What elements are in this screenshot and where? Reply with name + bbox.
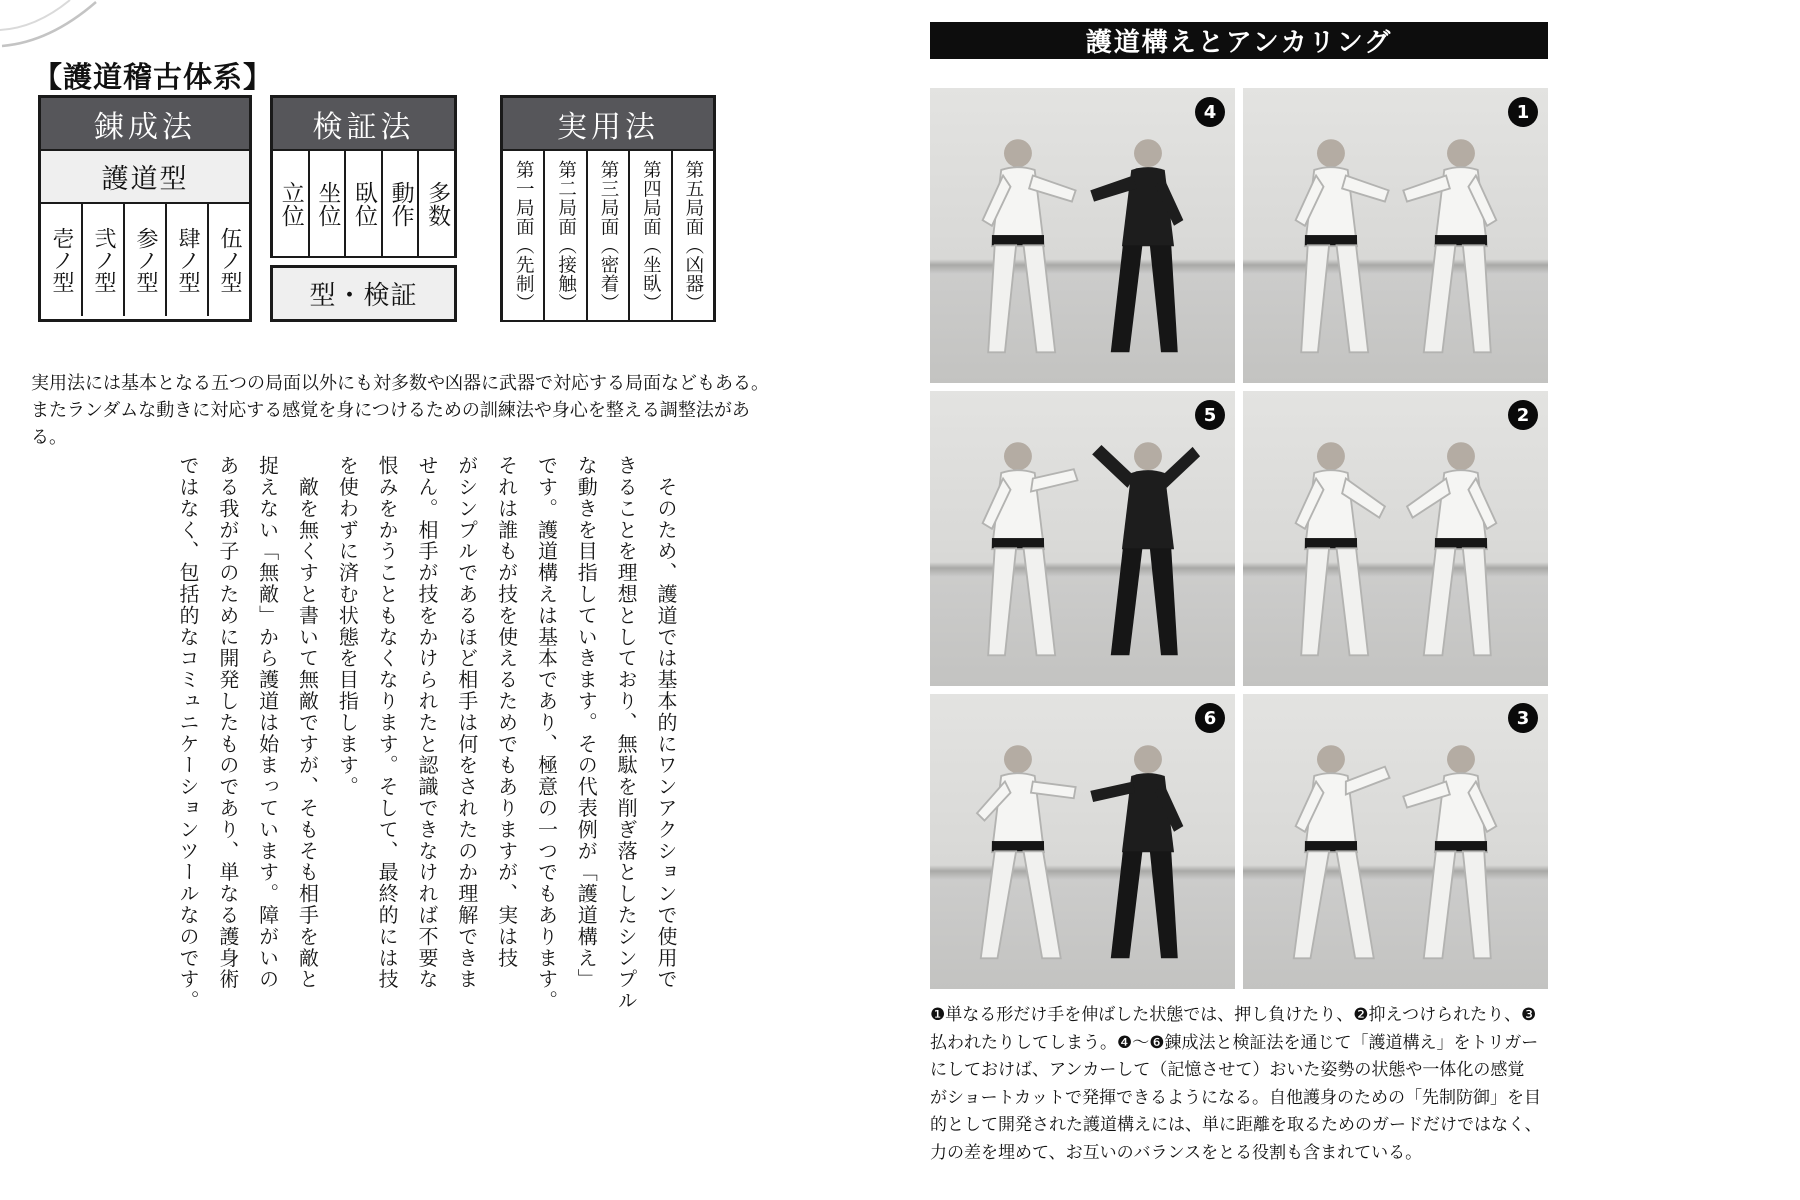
photo-grid bbox=[930, 88, 1548, 989]
jitsuyo-cell bbox=[630, 151, 672, 320]
photo-step-2 bbox=[1243, 391, 1548, 686]
standing-label: 立位 bbox=[277, 180, 304, 227]
photo-caption-line: にしておけば、アンカーして（記憶させて）おいた姿勢の状態や一体化の感覚 bbox=[930, 1060, 1525, 1080]
body-text-column: ではなく、包括的なコミュニケーションツールなのです。 bbox=[176, 455, 200, 1012]
photo-caption-line: 力の差を埋めて、お互いのバランスをとる役割も含まれている。 bbox=[930, 1142, 1423, 1163]
body-text-column: 捉えない「無敵」から護道は始まっています。障がいの bbox=[255, 455, 280, 990]
photo-number-badge: 6 bbox=[1195, 703, 1225, 733]
white-gi-figure bbox=[1394, 129, 1515, 371]
diagram-note bbox=[31, 370, 776, 451]
section-banner bbox=[930, 22, 1548, 59]
photo-number-badge: 2 bbox=[1508, 400, 1538, 430]
phase-3-label: 第三局面（密着） bbox=[598, 159, 620, 312]
diagram-note-line: 実用法には基本となる五つの局面以外にも対多数や凶器に武器で対応する局面などもある。 bbox=[31, 373, 769, 394]
jitsuyo-header: 実用法 bbox=[503, 98, 713, 151]
kata-5-label: 伍ノ型 bbox=[217, 227, 242, 293]
body-text-column: それは誰もが技を使えるためでもありますが、実は技 bbox=[494, 455, 519, 969]
photo-step-6 bbox=[930, 694, 1235, 989]
photo-number-badge: 5 bbox=[1195, 400, 1225, 430]
body-text-column: きることを理想としており、無駄を削ぎ落としたシンプル bbox=[614, 455, 639, 1012]
rensei-cell bbox=[209, 204, 249, 316]
kensho-footer-box bbox=[270, 265, 457, 322]
kata-verification-label: 型・検証 bbox=[309, 281, 418, 311]
jitsuyo-cell bbox=[673, 151, 713, 320]
white-gi-figure bbox=[964, 735, 1085, 977]
photo-caption-line: ❶単なる形だけ手を伸ばした状態では、押し負けたり、❷抑えつけられたり、❸ bbox=[930, 1005, 1537, 1025]
kata-2-label: 弐ノ型 bbox=[91, 227, 116, 293]
white-gi-figure bbox=[1394, 432, 1515, 674]
body-text-column: 恨みをかうこともなくなります。そして、最終的には技 bbox=[375, 455, 400, 990]
body-text-column: せん。相手が技をかけられたと認識できなければ不要な bbox=[414, 455, 439, 990]
black-clad-figure bbox=[1081, 129, 1202, 371]
photo-number-badge: 3 bbox=[1508, 703, 1538, 733]
body-text-column: を使わずに済む状態を目指します。 bbox=[335, 455, 360, 798]
jitsuyo-box bbox=[500, 95, 716, 322]
body-text-column: ある我が子のために開発したものであり、単なる護身術 bbox=[215, 455, 240, 990]
body-text-column: そのため、護道では基本的にワンアクションで使用で bbox=[653, 455, 678, 990]
phase-5-label: 第五局面（凶器） bbox=[682, 159, 704, 312]
lying-label: 臥位 bbox=[350, 180, 377, 227]
practice-system-title: 【護道稽古体系】 bbox=[33, 60, 274, 94]
photo-step-4 bbox=[930, 88, 1235, 383]
white-gi-figure bbox=[964, 432, 1085, 674]
diagram-note-line: またランダムな動きに対応する感覚を身につけるための訓練法や身心を整える調整法がある。 bbox=[31, 400, 750, 448]
photo-number-badge: 4 bbox=[1195, 97, 1225, 127]
photo-number-badge: 1 bbox=[1508, 97, 1538, 127]
white-gi-figure bbox=[1394, 735, 1515, 977]
rensei-cell bbox=[125, 204, 167, 316]
kensho-cell bbox=[310, 151, 347, 256]
phase-2-label: 第二局面（接触） bbox=[555, 159, 577, 312]
photo-caption bbox=[930, 1002, 1560, 1167]
phase-4-label: 第四局面（坐臥） bbox=[640, 159, 662, 312]
kensho-cell bbox=[383, 151, 420, 256]
vertical-body-text bbox=[173, 455, 681, 1020]
white-gi-figure bbox=[964, 129, 1085, 371]
phase-1-label: 第一局面（先制） bbox=[513, 159, 535, 312]
sitting-label: 坐位 bbox=[314, 180, 341, 227]
photo-caption-line: 払われたりしてしまう。❹〜❻錬成法と検証法を通じて「護道構え」をトリガー bbox=[930, 1032, 1539, 1053]
rensei-cell bbox=[167, 204, 209, 316]
kata-3-label: 参ノ型 bbox=[133, 227, 158, 293]
jitsuyo-cell bbox=[503, 151, 545, 320]
kensho-box bbox=[270, 95, 457, 258]
kensho-cell bbox=[273, 151, 310, 256]
movement-label: 動作 bbox=[387, 180, 414, 227]
jitsuyo-cell bbox=[545, 151, 587, 320]
black-clad-figure bbox=[1081, 735, 1202, 977]
white-gi-figure bbox=[1277, 129, 1398, 371]
kensho-header: 検証法 bbox=[273, 98, 454, 151]
rensei-header: 錬成法 bbox=[41, 98, 249, 151]
photo-step-3 bbox=[1243, 694, 1548, 989]
photo-caption-line: 的として開発された護道構えには、単に距離を取るためのガードだけではなく、 bbox=[930, 1115, 1542, 1135]
white-gi-figure bbox=[1277, 432, 1398, 674]
kata-1-label: 壱ノ型 bbox=[49, 227, 74, 293]
black-clad-figure bbox=[1081, 432, 1202, 674]
jitsuyo-cell bbox=[588, 151, 630, 320]
photo-caption-line: がショートカットで発揮できるようになる。自他護身のための「先制防御」を目 bbox=[930, 1087, 1541, 1108]
kata-4-label: 肆ノ型 bbox=[175, 227, 200, 293]
body-text-column: がシンプルであるほど相手は何をされたのか理解できま bbox=[454, 455, 479, 990]
body-text-column: です。護道構えは基本であり、極意の一つでもあります。 bbox=[534, 455, 559, 1012]
rensei-cell bbox=[41, 204, 83, 316]
rensei-subheader: 護道型 bbox=[41, 151, 249, 204]
body-text-column: な動きを目指していきます。その代表例が「護道構え」 bbox=[574, 455, 599, 990]
kensho-cell bbox=[346, 151, 383, 256]
rensei-cell bbox=[83, 204, 125, 316]
white-gi-figure bbox=[1277, 735, 1398, 977]
body-text-column: 敵を無くすと書いて無敵ですが、そもそも相手を敵と bbox=[295, 455, 320, 990]
rensei-box bbox=[38, 95, 252, 322]
kensho-cell bbox=[419, 151, 454, 256]
photo-step-5 bbox=[930, 391, 1235, 686]
page-curl-decoration bbox=[0, 0, 120, 50]
photo-step-1 bbox=[1243, 88, 1548, 383]
section-banner-title: 護道構えとアンカリング bbox=[1085, 28, 1393, 58]
multiple-label: 多数 bbox=[424, 180, 451, 227]
